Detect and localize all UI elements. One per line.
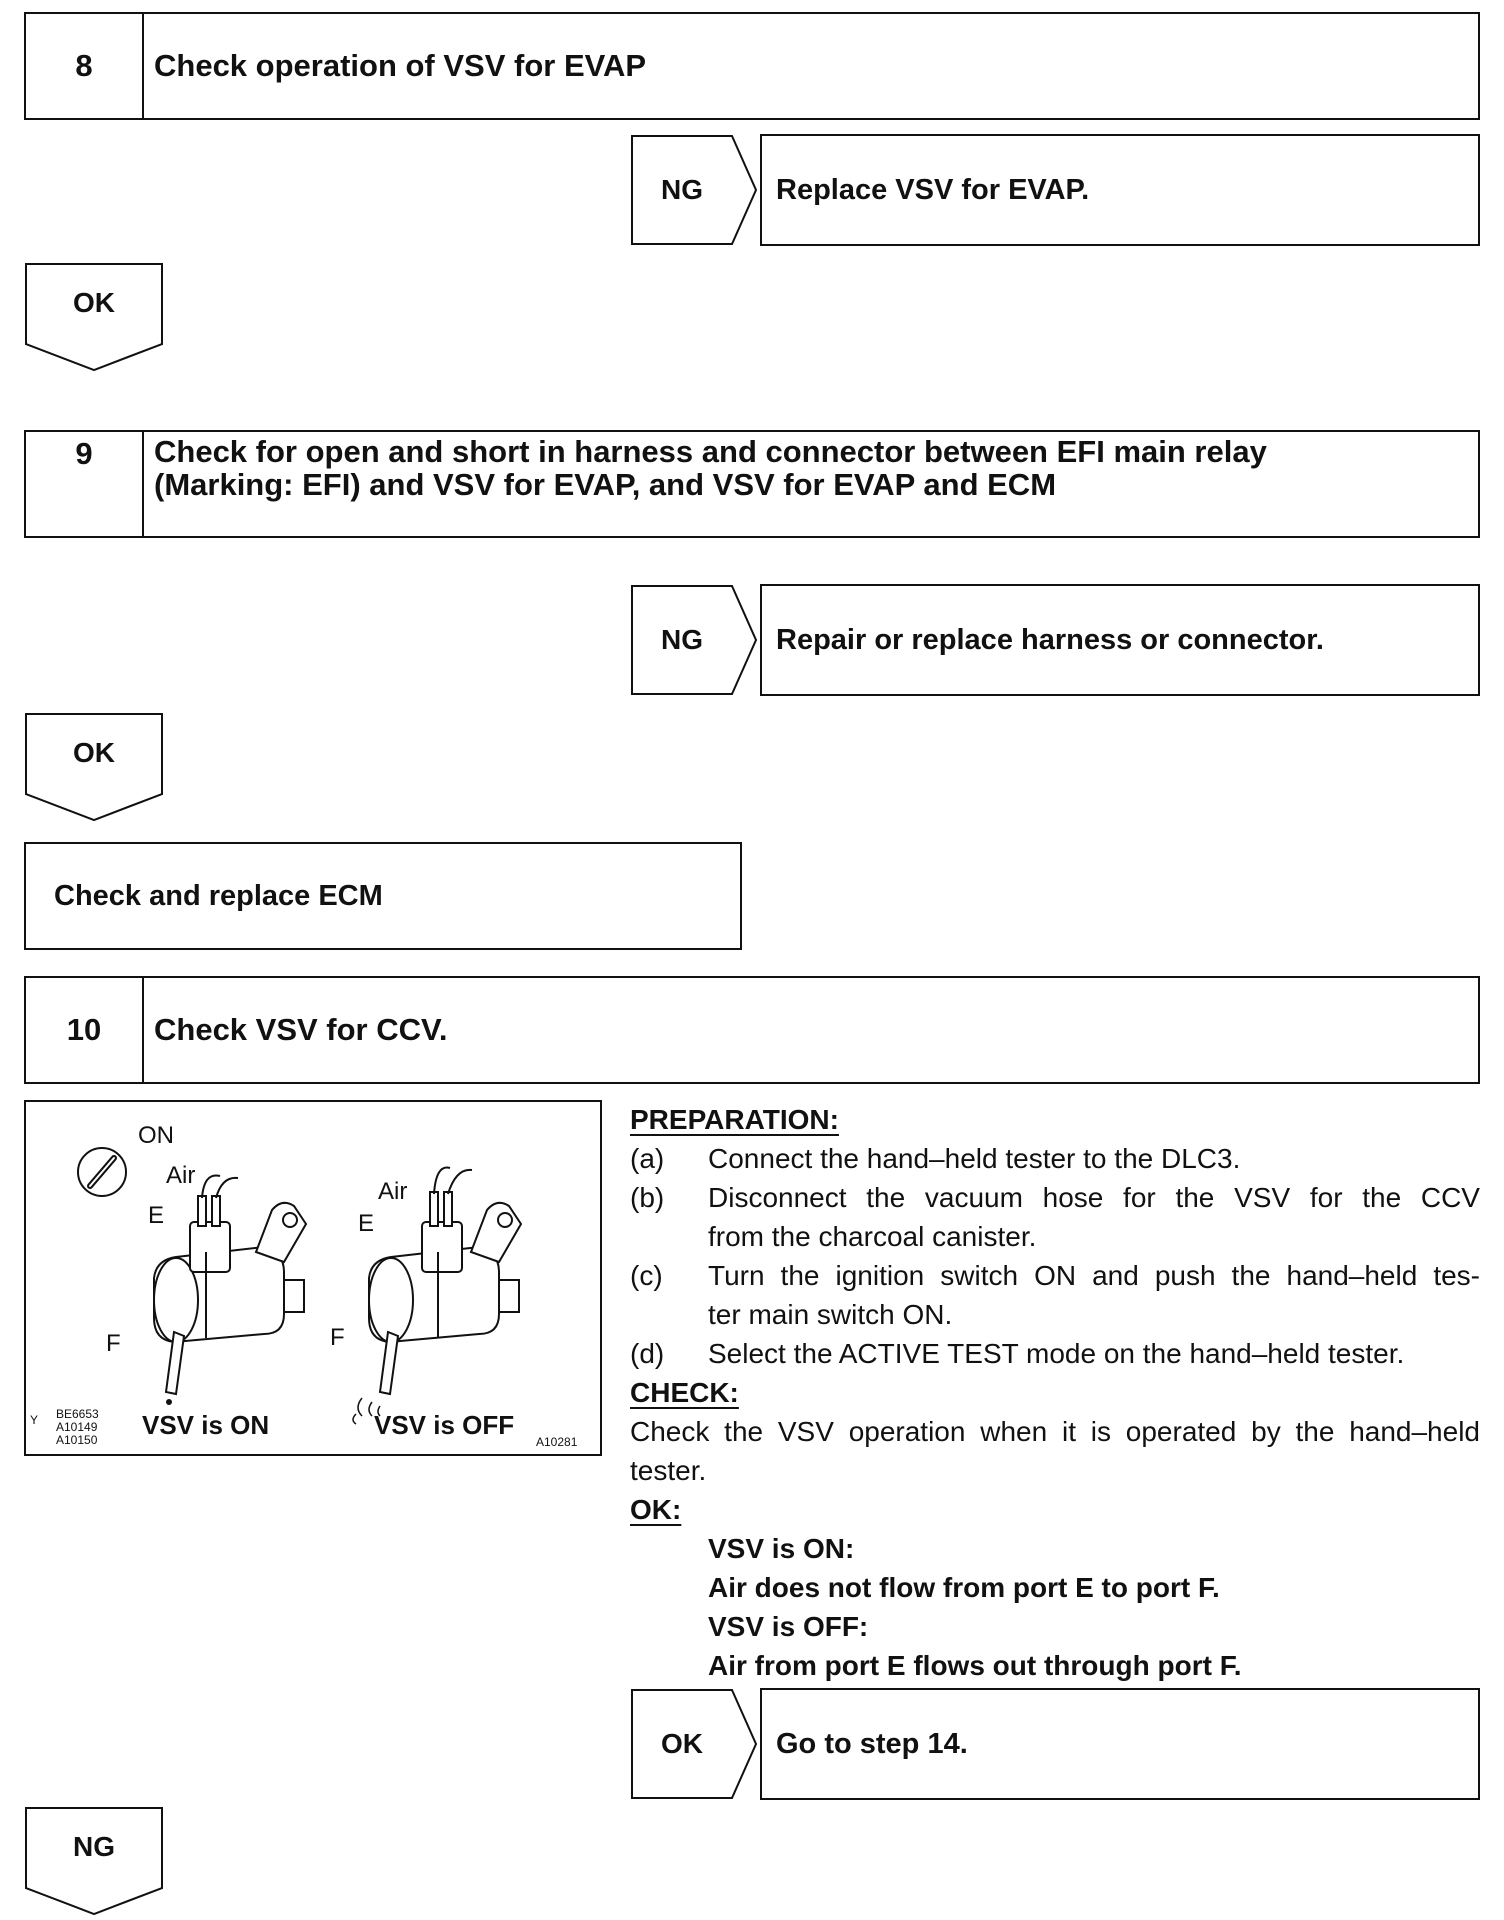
- step-8-header: [24, 12, 1480, 120]
- ok-spec: [630, 1529, 1480, 1685]
- figure-code: BE6653: [56, 1407, 99, 1421]
- step-9-ng-action: Repair or replace harness or connector.: [760, 584, 1480, 696]
- port-f-label-right: F: [330, 1324, 345, 1351]
- figure-code-right: A10281: [536, 1435, 578, 1449]
- vsv-illustration: [24, 1100, 602, 1456]
- figure-code: A10149: [56, 1420, 98, 1434]
- item-text: Connect the hand–held tester to the DLC3.: [708, 1143, 1241, 1174]
- air-label-right: Air: [378, 1178, 408, 1205]
- ok-spec-line: Air does not flow from port E to port F.: [708, 1572, 1220, 1603]
- step-number: 9: [26, 432, 144, 536]
- port-e-label-left: E: [148, 1202, 165, 1229]
- step-9-header: [24, 430, 1480, 538]
- step-title-line: Check for open and short in harness and connector between EFI main relay: [154, 434, 1267, 469]
- step-number: 10: [26, 978, 144, 1082]
- step-10-ok-action: Go to step 14.: [760, 1688, 1480, 1800]
- vsv-drawing: [26, 1102, 600, 1454]
- prep-item-b: [630, 1178, 1480, 1256]
- switch-on-label: ON: [138, 1122, 174, 1149]
- caption-vsv-off: VSV is OFF: [374, 1410, 515, 1440]
- figure-code-y: Y: [30, 1413, 39, 1427]
- air-label-left: Air: [166, 1162, 196, 1189]
- ok-spec-line: VSV is ON:: [708, 1533, 855, 1564]
- item-line: Turn the ignition switch ON and push the hand–held tes-: [708, 1260, 1480, 1291]
- item-text: [708, 1256, 1480, 1334]
- item-key: (b): [630, 1182, 665, 1213]
- step-title: Check operation of VSV for EVAP: [154, 47, 647, 83]
- step-title-line: (Marking: EFI) and VSV for EVAP, and VSV for EVAP and ECM: [154, 466, 1057, 502]
- ok-spec-line: VSV is OFF:: [708, 1611, 869, 1642]
- item-line: ter main switch ON.: [708, 1299, 953, 1330]
- step-8-ng-label: NG: [661, 174, 703, 205]
- caption-vsv-on: VSV is ON: [142, 1410, 270, 1440]
- vsv-on-icon: [154, 1175, 306, 1394]
- prep-item-d: [630, 1334, 1480, 1373]
- port-e-label-right: E: [358, 1210, 375, 1237]
- check-text-line: Check the VSV operation when it is operated by the hand–held: [630, 1416, 1480, 1447]
- step-title: Check VSV for CCV.: [154, 1011, 448, 1047]
- step-10-instructions: [630, 1100, 1480, 1685]
- item-text: [708, 1178, 1480, 1256]
- step-10-ok-label: OK: [661, 1728, 703, 1759]
- step-number: 8: [26, 14, 144, 118]
- ignition-switch-icon: [78, 1148, 126, 1196]
- step-8-ng-action: Replace VSV for EVAP.: [760, 134, 1480, 246]
- ok-heading: OK:: [630, 1494, 682, 1525]
- step-9-ok-label: OK: [73, 737, 115, 768]
- step-10-ng-label: NG: [73, 1831, 115, 1862]
- check-heading: CHECK:: [630, 1377, 739, 1408]
- figure-code: A10150: [56, 1433, 98, 1447]
- step-9-ng-label: NG: [661, 624, 703, 655]
- step-10-header: [24, 976, 1480, 1084]
- step-8-ok-label: OK: [73, 287, 115, 318]
- item-key: (d): [630, 1338, 665, 1369]
- prep-item-c: [630, 1256, 1480, 1334]
- check-text-line: tester.: [630, 1455, 707, 1486]
- port-f-label-left: F: [106, 1330, 121, 1357]
- item-key: (c): [630, 1260, 663, 1291]
- step-title: [154, 432, 1466, 536]
- item-line: from the charcoal canister.: [708, 1221, 1037, 1252]
- port-f-plug-icon: [166, 1399, 172, 1405]
- prep-item-a: [630, 1139, 1480, 1178]
- item-key: (a): [630, 1143, 665, 1174]
- preparation-heading: PREPARATION:: [630, 1104, 839, 1135]
- ok-spec-line: Air from port E flows out through port F.: [708, 1650, 1242, 1681]
- item-line: Disconnect the vacuum hose for the VSV for the CCV: [708, 1182, 1480, 1213]
- ecm-action-box: Check and replace ECM: [24, 842, 742, 950]
- item-text: Select the ACTIVE TEST mode on the hand–held tester.: [708, 1338, 1405, 1369]
